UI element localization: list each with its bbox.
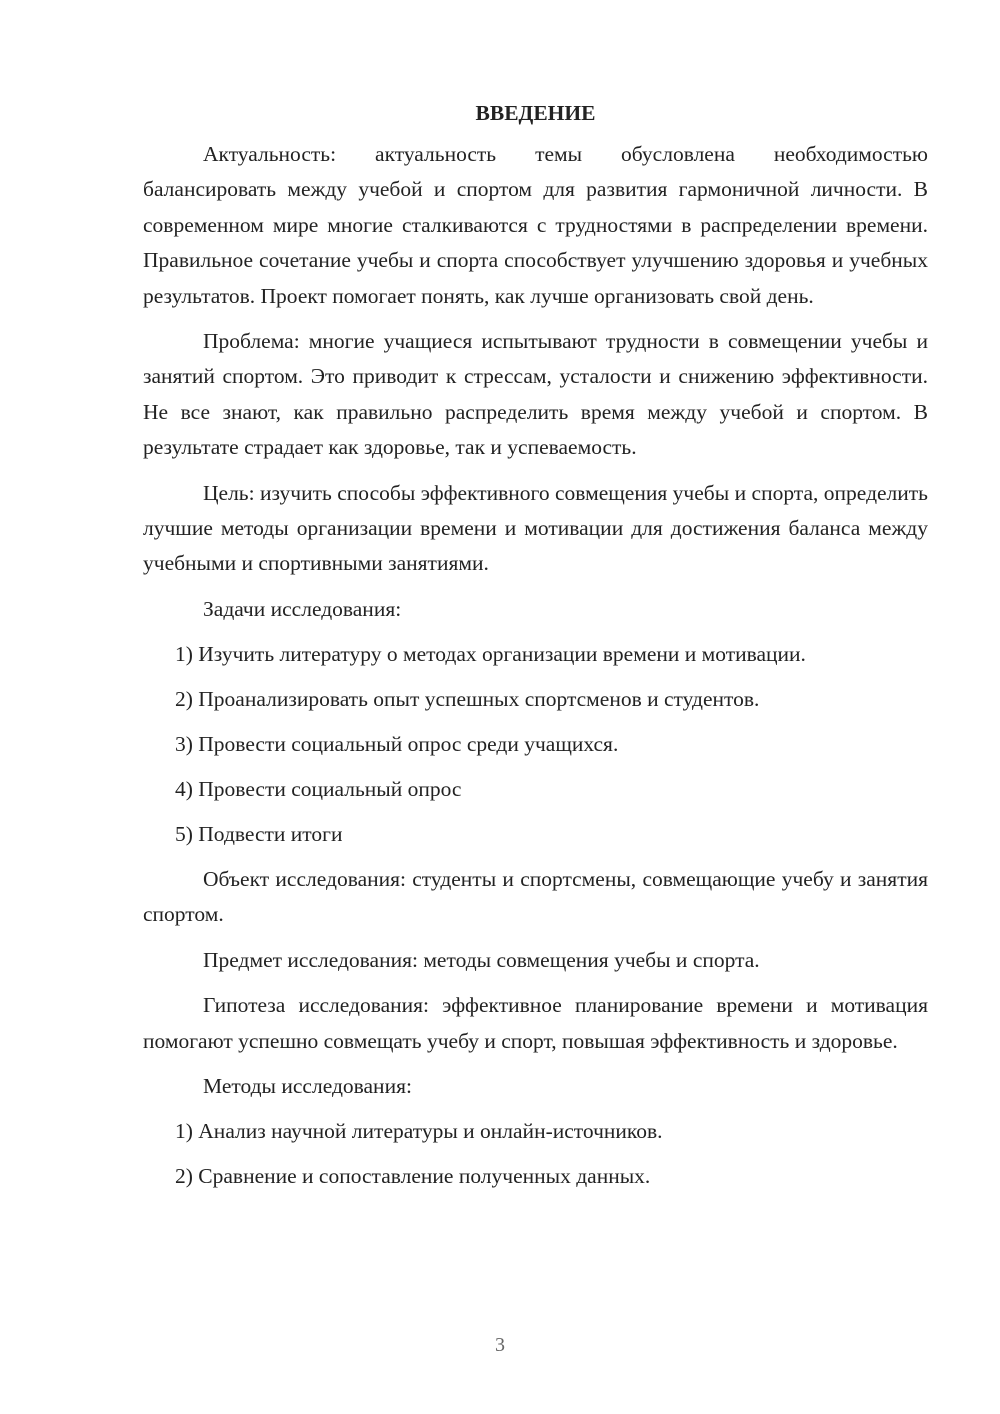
tasks-list bbox=[143, 637, 928, 852]
methods-list bbox=[143, 1114, 928, 1194]
list-item: 5) Подвести итоги bbox=[175, 821, 343, 846]
object-paragraph: Объект исследования: студенты и спортсмены, совмещающие учебу и занятия спортом. bbox=[143, 866, 928, 927]
page-number: 3 bbox=[495, 1334, 505, 1356]
hypothesis-paragraph: Гипотеза исследования: эффективное планирование времени и мотивация помогают успешно совмещать учебу и спорт, повышая эффективность и здоровье. bbox=[143, 993, 928, 1053]
list-item: 2) Сравнение и сопоставление полученных данных. bbox=[175, 1163, 651, 1188]
relevance-paragraph: Актуальность: актуальность темы обусловлена необходимостью балансировать между учебой и спортом для развития гармоничной личности. В современном мире многие сталкиваются с трудностями в распределении времени. Правильное сочетание учебы и спорта способствует улучшению здоровья и учебных результатов. Проект помогает понять, как лучше организовать свой день. bbox=[143, 142, 928, 308]
list-item: 4) Провести социальный опрос bbox=[175, 776, 462, 801]
problem-paragraph: Проблема: многие учащиеся испытывают трудности в совмещении учебы и занятий спортом. Это приводит к стрессам, усталости и снижению эффективности. Не все знают, как правильно распределить время между учебой и спортом. В результате страдает как здоровье, так и успеваемость. bbox=[143, 329, 928, 460]
document-title: ВВЕДЕНИЕ bbox=[475, 101, 596, 125]
list-item: 1) Изучить литературу о методах организации времени и мотивации. bbox=[175, 641, 806, 666]
methods-heading: Методы исследования: bbox=[203, 1073, 412, 1098]
list-item: 2) Проанализировать опыт успешных спортсменов и студентов. bbox=[175, 686, 760, 711]
tasks-heading: Задачи исследования: bbox=[203, 596, 402, 621]
goal-paragraph: Цель: изучить способы эффективного совмещения учебы и спорта, определить лучшие методы организации времени и мотивации для достижения баланса между учебными и спортивными занятиями. bbox=[143, 480, 928, 576]
document-page bbox=[143, 96, 928, 1204]
list-item: 3) Провести социальный опрос среди учащихся. bbox=[175, 731, 619, 756]
list-item: 1) Анализ научной литературы и онлайн-источников. bbox=[175, 1118, 663, 1143]
subject-paragraph: Предмет исследования: методы совмещения учебы и спорта. bbox=[203, 947, 760, 972]
